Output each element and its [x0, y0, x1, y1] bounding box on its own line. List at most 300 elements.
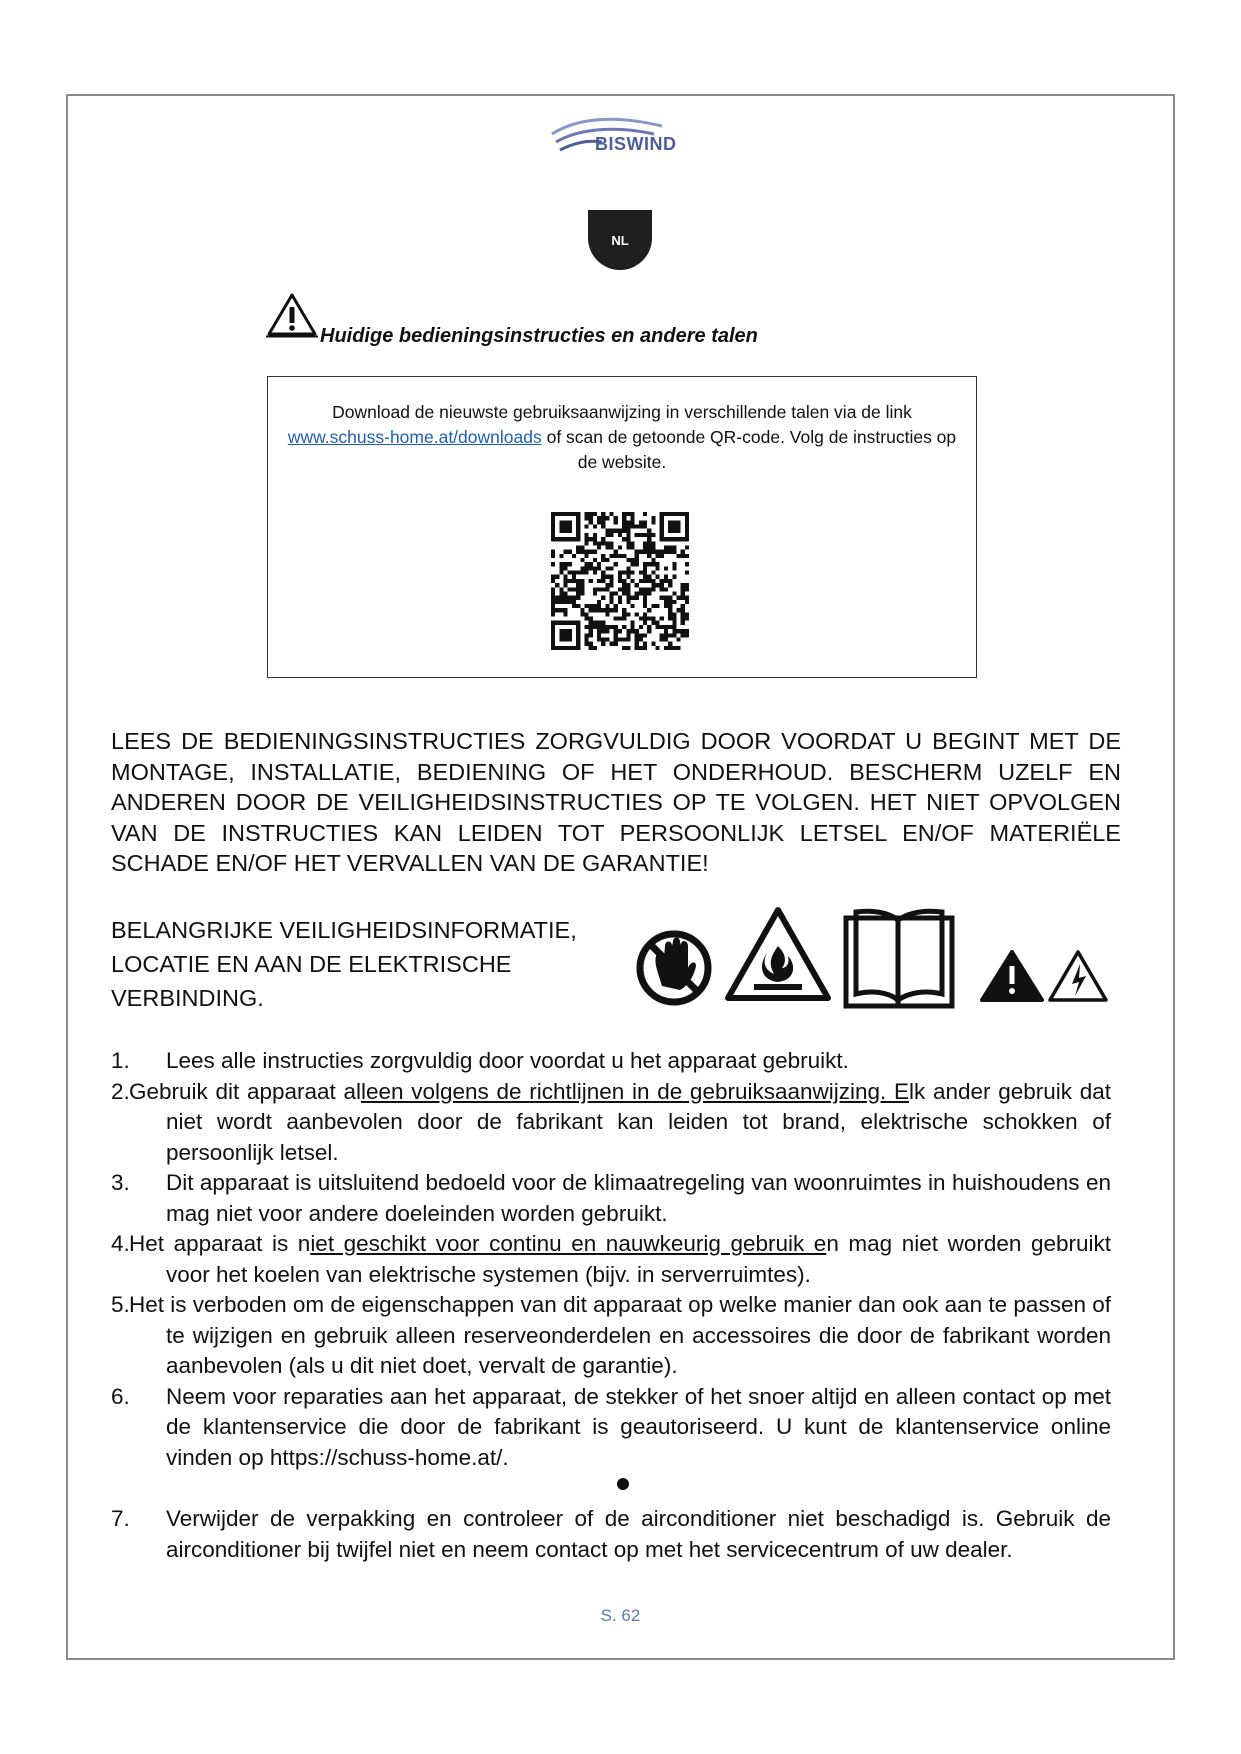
qr-module [681, 617, 685, 621]
qr-module [589, 516, 593, 520]
list-item-underlined-text: iet geschikt voor continu en nauwkeurig gebruik e [310, 1231, 827, 1256]
qr-module [668, 545, 672, 549]
qr-module [651, 533, 655, 537]
qr-module [610, 541, 614, 545]
qr-module [601, 520, 605, 524]
qr-module [668, 525, 672, 529]
qr-module [651, 579, 655, 583]
qr-module [685, 525, 689, 529]
qr-module [651, 604, 655, 608]
list-item-underlined-text: leen volgens de richtlijnen in de gebruiksaanwijzing. E [361, 1078, 910, 1104]
qr-module [685, 562, 689, 566]
do-not-touch-icon [640, 934, 708, 1002]
qr-module [622, 612, 626, 616]
qr-module [668, 600, 672, 604]
list-item-number: 4. [111, 1231, 130, 1256]
qr-module [580, 608, 584, 612]
qr-module [681, 554, 685, 558]
qr-module [647, 591, 651, 595]
qr-module [551, 612, 555, 616]
qr-module [610, 583, 614, 587]
qr-module [626, 533, 630, 537]
qr-module [685, 596, 689, 600]
qr-module [672, 520, 676, 524]
qr-module [672, 621, 676, 625]
qr-module [635, 554, 639, 558]
list-item-number: 2. [111, 1078, 130, 1104]
qr-module [576, 550, 580, 554]
qr-module [593, 533, 597, 537]
qr-module [672, 537, 676, 541]
qr-module [681, 608, 685, 612]
qr-module [681, 612, 685, 616]
qr-module [618, 629, 622, 633]
qr-module [647, 554, 651, 558]
qr-module [551, 537, 555, 541]
qr-module [630, 545, 634, 549]
qr-module [647, 629, 651, 633]
qr-module [681, 633, 685, 637]
qr-module [564, 512, 568, 516]
qr-module [626, 596, 630, 600]
qr-module [597, 562, 601, 566]
qr-module [610, 600, 614, 604]
qr-module [643, 621, 647, 625]
qr-module [676, 554, 680, 558]
qr-module [622, 579, 626, 583]
qr-module [685, 545, 689, 549]
qr-module [576, 529, 580, 533]
qr-module [589, 625, 593, 629]
qr-module [660, 516, 664, 520]
qr-module [685, 537, 689, 541]
qr-module [618, 529, 622, 533]
qr-module [559, 525, 563, 529]
qr-module [564, 537, 568, 541]
qr-module [576, 637, 580, 641]
qr-module [605, 637, 609, 641]
qr-module [656, 625, 660, 629]
qr-module [551, 587, 555, 591]
qr-module [622, 525, 626, 529]
list-item-text: Verwijder de verpakking en controleer of de airconditioner niet beschadigd is. Gebruik de airconditioner bij twijfel niet en neem contact op met het servicecentrum of uw dealer. [166, 1506, 1111, 1562]
qr-module [593, 566, 597, 570]
qr-module [676, 646, 680, 650]
qr-module [672, 562, 676, 566]
qr-module [626, 525, 630, 529]
electric-hazard-icon [1050, 952, 1106, 1000]
qr-module [576, 583, 580, 587]
qr-module [626, 566, 630, 570]
downloads-link[interactable]: www.schuss-home.at/downloads [287, 427, 542, 447]
qr-module [610, 625, 614, 629]
qr-module [626, 545, 630, 549]
list-item-3 [111, 1168, 1111, 1229]
qr-module [622, 587, 626, 591]
qr-module [564, 596, 568, 600]
qr-module [601, 579, 605, 583]
qr-module [660, 533, 664, 537]
qr-module [584, 525, 588, 529]
qr-module [568, 529, 572, 533]
qr-module [610, 575, 614, 579]
safety-title-line-1: BELANGRIJKE VEILIGHEIDSINFORMATIE, [111, 917, 577, 943]
qr-module [564, 637, 568, 641]
qr-module [555, 608, 559, 612]
qr-module [551, 579, 555, 583]
qr-module [664, 604, 668, 608]
qr-module [664, 579, 668, 583]
qr-module [601, 516, 605, 520]
qr-module [668, 583, 672, 587]
qr-module [660, 596, 664, 600]
qr-module [643, 633, 647, 637]
qr-module [639, 646, 643, 650]
qr-module [605, 541, 609, 545]
qr-module [639, 625, 643, 629]
qr-module [589, 566, 593, 570]
qr-module [564, 633, 568, 637]
qr-module [635, 629, 639, 633]
qr-module [593, 541, 597, 545]
qr-module [610, 642, 614, 646]
qr-module [681, 583, 685, 587]
qr-module [626, 520, 630, 524]
qr-module [672, 646, 676, 650]
qr-module [668, 550, 672, 554]
qr-module [597, 629, 601, 633]
qr-module [580, 591, 584, 595]
qr-module [643, 550, 647, 554]
qr-module [660, 637, 664, 641]
qr-module [589, 512, 593, 516]
list-item-text-part: Gebruik dit apparaat al [129, 1078, 361, 1104]
qr-module [564, 600, 568, 604]
qr-module [605, 604, 609, 608]
qr-module [626, 600, 630, 604]
qr-module [589, 642, 593, 646]
qr-module [630, 516, 634, 520]
qr-module [559, 537, 563, 541]
qr-module [660, 587, 664, 591]
qr-module [630, 596, 634, 600]
qr-module [551, 591, 555, 595]
qr-module [643, 566, 647, 570]
qr-module [681, 537, 685, 541]
qr-module [664, 537, 668, 541]
qr-module [618, 575, 622, 579]
qr-module [647, 608, 651, 612]
qr-module [597, 633, 601, 637]
qr-module [593, 646, 597, 650]
qr-module [668, 625, 672, 629]
qr-module [601, 642, 605, 646]
qr-module [597, 637, 601, 641]
qr-module [651, 541, 655, 545]
qr-module [589, 646, 593, 650]
qr-module [584, 612, 588, 616]
list-item-text: Het is verboden om de eigenschappen van dit apparaat op welke manier dan ook aan te passen of te wijzigen en gebruik alleen reserveonderdelen en accessoires die door de fabrikant worden aanbevolen (als u dit niet doet, vervalt de garantie). [129, 1292, 1111, 1378]
language-badge: NL [588, 210, 652, 270]
qr-module [639, 587, 643, 591]
qr-module [601, 575, 605, 579]
qr-module [584, 537, 588, 541]
qr-module [672, 525, 676, 529]
qr-module [630, 629, 634, 633]
qr-code-icon[interactable] [551, 512, 689, 650]
qr-module [618, 545, 622, 549]
qr-module [584, 637, 588, 641]
qr-module [685, 554, 689, 558]
qr-module [576, 587, 580, 591]
qr-module [643, 545, 647, 549]
qr-module [576, 604, 580, 608]
qr-module [610, 579, 614, 583]
list-item-1 [111, 1046, 1111, 1077]
qr-module [643, 575, 647, 579]
qr-module [580, 558, 584, 562]
qr-module [618, 554, 622, 558]
qr-module [626, 583, 630, 587]
qr-module [564, 621, 568, 625]
qr-module [651, 520, 655, 524]
qr-module [668, 596, 672, 600]
qr-module [668, 633, 672, 637]
qr-module [672, 545, 676, 549]
qr-module [639, 591, 643, 595]
qr-module [605, 612, 609, 616]
qr-module [576, 516, 580, 520]
qr-module [626, 646, 630, 650]
qr-module [551, 637, 555, 641]
qr-module [593, 591, 597, 595]
qr-module [610, 533, 614, 537]
list-item-text: Neem voor reparaties aan het apparaat, de stekker of het snoer altijd en alleen contact op met de klantenservice die door de fabrikant is geautoriseerd. U kunt de klantenservice online vinden op https://schuss-home.at/. [166, 1383, 1111, 1470]
qr-module [639, 520, 643, 524]
qr-module [601, 608, 605, 612]
qr-module [584, 566, 588, 570]
qr-module [668, 529, 672, 533]
qr-module [676, 596, 680, 600]
qr-module [605, 558, 609, 562]
qr-module [672, 612, 676, 616]
page-number: S. 62 [600, 1606, 641, 1625]
download-section-title: Huidige bedieningsinstructies en andere talen [320, 325, 758, 347]
qr-module [572, 512, 576, 516]
qr-module [593, 587, 597, 591]
qr-module [656, 550, 660, 554]
qr-module [605, 587, 609, 591]
qr-module [555, 575, 559, 579]
qr-module [635, 646, 639, 650]
qr-module [564, 562, 568, 566]
qr-module [660, 633, 664, 637]
qr-module [589, 633, 593, 637]
qr-module [597, 600, 601, 604]
qr-module [576, 633, 580, 637]
qr-module [660, 550, 664, 554]
list-item-number: 6. [111, 1383, 130, 1409]
qr-module [555, 600, 559, 604]
qr-module [643, 579, 647, 583]
list-item-5 [111, 1290, 1111, 1382]
qr-module [626, 629, 630, 633]
qr-module [660, 525, 664, 529]
qr-module [610, 545, 614, 549]
qr-module [664, 575, 668, 579]
qr-module [584, 571, 588, 575]
qr-module [589, 537, 593, 541]
qr-module [685, 516, 689, 520]
qr-module [551, 529, 555, 533]
qr-module [685, 587, 689, 591]
qr-module [589, 629, 593, 633]
qr-module [660, 583, 664, 587]
qr-module [564, 575, 568, 579]
qr-module [568, 637, 572, 641]
qr-module [651, 617, 655, 621]
qr-module [605, 625, 609, 629]
list-item-text [111, 1077, 1111, 1169]
download-text-before: Download de nieuwste gebruiksaanwijzing in verschillende talen via de link [332, 402, 912, 422]
qr-module [601, 621, 605, 625]
qr-module [664, 629, 668, 633]
qr-module [614, 529, 618, 533]
qr-module [643, 525, 647, 529]
qr-module [601, 596, 605, 600]
qr-module [568, 550, 572, 554]
qr-module [676, 520, 680, 524]
qr-module [564, 591, 568, 595]
list-item-6 [111, 1382, 1111, 1474]
qr-module [559, 596, 563, 600]
qr-module [580, 566, 584, 570]
qr-module [559, 512, 563, 516]
list-item-text-part: n mag niet worden gebruikt voor het koelen van elektrische systemen (bijv. in serverruimtes). [166, 1231, 1112, 1287]
qr-module [568, 621, 572, 625]
safety-title-line-3: VERBINDING. [111, 985, 264, 1011]
qr-module [584, 604, 588, 608]
qr-module [643, 600, 647, 604]
list-item-text-part: lk ander gebruik dat niet wordt aanbevolen door de fabrikant kan leiden tot brand, elektrische schokken of persoonlijk letsel. [166, 1078, 1112, 1165]
qr-module [672, 591, 676, 595]
qr-module [593, 621, 597, 625]
qr-module [614, 562, 618, 566]
read-manual-icon [846, 911, 952, 1006]
bullet-point [617, 1478, 629, 1490]
qr-module [630, 512, 634, 516]
qr-module [555, 583, 559, 587]
qr-module [668, 612, 672, 616]
qr-module [593, 512, 597, 516]
qr-module [668, 617, 672, 621]
qr-module [601, 625, 605, 629]
qr-module [681, 591, 685, 595]
qr-module [601, 558, 605, 562]
qr-module [672, 512, 676, 516]
qr-module [635, 562, 639, 566]
qr-module [593, 550, 597, 554]
qr-module [614, 637, 618, 641]
qr-module [584, 617, 588, 621]
qr-module [605, 575, 609, 579]
qr-module [681, 604, 685, 608]
qr-module [601, 537, 605, 541]
qr-module [610, 512, 614, 516]
qr-module [664, 646, 668, 650]
qr-module [664, 545, 668, 549]
qr-module [614, 617, 618, 621]
qr-module [593, 625, 597, 629]
qr-module [676, 537, 680, 541]
qr-module [593, 604, 597, 608]
qr-module [614, 625, 618, 629]
list-item-text: Dit apparaat is uitsluitend bedoeld voor de klimaatregeling van woonruimtes in huishoudens en mag niet voor andere doeleinden worden gebruikt. [166, 1170, 1111, 1226]
warning-triangle-icon [266, 292, 318, 338]
qr-module [618, 587, 622, 591]
qr-module [622, 554, 626, 558]
qr-module [643, 587, 647, 591]
safety-notice: LEES DE BEDIENINGSINSTRUCTIES ZORGVULDIG DOOR VOORDAT U BEGINT MET DE MONTAGE, INSTALLATIE, BEDIENING OF HET ONDERHOUD. BESCHERM UZELF EN ANDEREN DOOR DE VEILIGHEIDSINSTRUCTIES OP TE VOLGEN. HET NIET OPVOLGEN VAN DE INSTRUCTIES KAN LEIDEN TOT PERSOONLIJK LETSEL EN/OF MATERIËLE SCHADE EN/OF HET VERVALLEN VAN DE GARANTIE! [111, 728, 1121, 876]
qr-module [601, 541, 605, 545]
qr-module [630, 571, 634, 575]
qr-module [676, 637, 680, 641]
qr-module [564, 583, 568, 587]
qr-module [614, 520, 618, 524]
warning-filled-icon [982, 952, 1042, 1000]
qr-module [668, 579, 672, 583]
qr-module [564, 629, 568, 633]
qr-module [622, 617, 626, 621]
qr-module [626, 537, 630, 541]
qr-module [647, 545, 651, 549]
qr-module [597, 579, 601, 583]
qr-module [643, 533, 647, 537]
qr-module [568, 537, 572, 541]
qr-module [559, 600, 563, 604]
qr-module [614, 591, 618, 595]
list-item-text-part: Het apparaat is n [129, 1231, 311, 1256]
qr-module [639, 533, 643, 537]
qr-module [664, 596, 668, 600]
qr-module [660, 554, 664, 558]
qr-module [635, 633, 639, 637]
qr-module [589, 617, 593, 621]
qr-module [559, 633, 563, 637]
qr-module [685, 633, 689, 637]
qr-module [630, 604, 634, 608]
qr-module [568, 646, 572, 650]
safety-title-line-2: LOCATIE EN AAN DE ELEKTRISCHE [111, 951, 512, 977]
qr-module [564, 608, 568, 612]
qr-module [651, 558, 655, 562]
qr-module [597, 608, 601, 612]
qr-module [589, 621, 593, 625]
qr-module [568, 571, 572, 575]
qr-module [610, 554, 614, 558]
qr-module [685, 533, 689, 537]
qr-module [626, 612, 630, 616]
qr-module [605, 566, 609, 570]
qr-module [551, 562, 555, 566]
qr-module [559, 566, 563, 570]
qr-module [635, 637, 639, 641]
qr-module [601, 637, 605, 641]
qr-module [651, 516, 655, 520]
qr-module [672, 575, 676, 579]
qr-module [551, 516, 555, 520]
qr-module [618, 579, 622, 583]
